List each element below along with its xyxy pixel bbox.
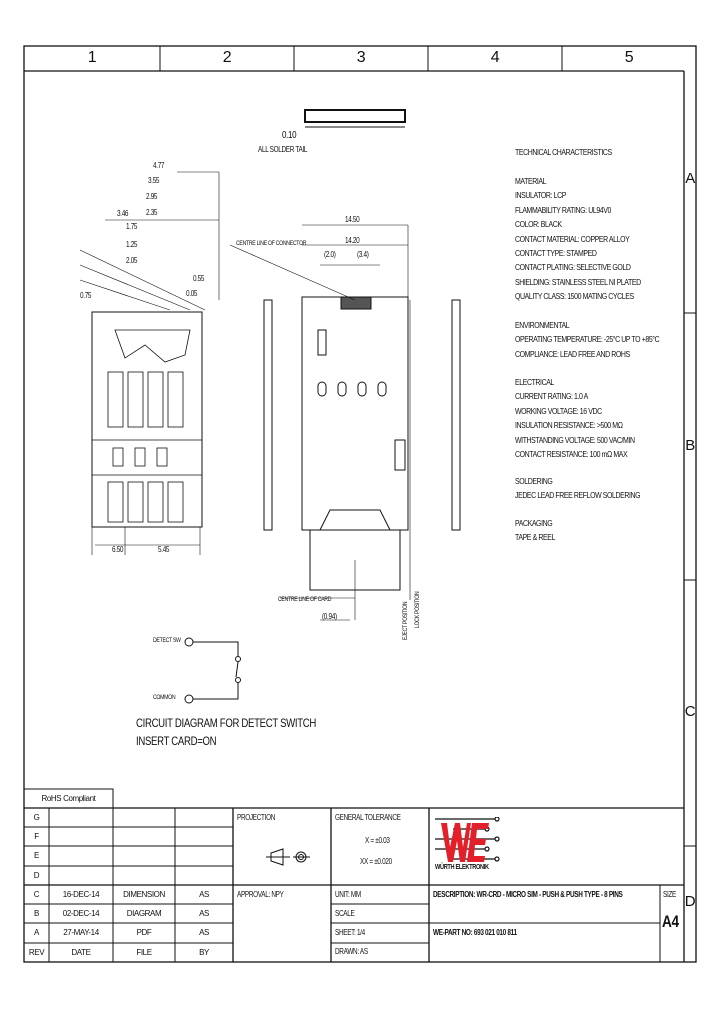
- sheet-label: SHEET: 1/4: [335, 928, 365, 937]
- dimension: 2.35: [146, 208, 158, 217]
- approval-label: APPROVAL: NPY: [237, 890, 284, 899]
- spec-line: CONTACT RESISTANCE: 100 mΩ MAX: [515, 449, 628, 460]
- spec-line: TAPE & REEL: [515, 532, 555, 543]
- column-label: 4: [490, 49, 500, 66]
- flatness-note: ALL SOLDER TAIL: [258, 145, 308, 154]
- specs-electrical: [515, 375, 635, 461]
- dimension: 3.55: [148, 176, 160, 185]
- unit-label: UNIT: MM: [335, 890, 361, 899]
- specs-soldering: [515, 474, 640, 503]
- specs-packaging: [515, 516, 555, 545]
- projection-label: PROJECTION: [237, 813, 276, 822]
- column-label: 1: [87, 49, 97, 66]
- circuit-subtitle: INSERT CARD=ON: [136, 734, 217, 748]
- dimension: (2.0): [324, 250, 336, 259]
- spec-line: COLOR: BLACK: [515, 219, 562, 230]
- row-label: B: [685, 437, 695, 454]
- row-label: A: [685, 170, 695, 187]
- size-value: A4: [662, 912, 679, 931]
- tolerance-x: X = ±0.03: [365, 836, 390, 845]
- common-label: COMMON: [153, 694, 176, 701]
- dimension: (3.4): [357, 250, 369, 259]
- logo-text: WÜRTH ELEKTRONIK: [435, 864, 489, 871]
- dimension: 2.05: [126, 256, 138, 265]
- flatness-label: 0.10: [282, 130, 297, 141]
- dimension: 5.45: [158, 545, 170, 554]
- specs-environmental: [515, 318, 659, 361]
- spec-line: QUALITY CLASS: 1500 MATING CYCLES: [515, 291, 634, 302]
- specs-heading: TECHNICAL CHARACTERISTICS: [515, 147, 612, 157]
- size-label: SIZE: [663, 890, 676, 899]
- spec-line: CURRENT RATING: 1.0 A: [515, 391, 588, 402]
- revision-rev: A: [34, 928, 39, 937]
- eject-position-label: EJECT POSITION: [402, 601, 409, 640]
- spec-line: FLAMMABILITY RATING: UL94V0: [515, 204, 611, 215]
- part-number: WE-PART NO: 693 021 010 811: [433, 928, 517, 937]
- spec-line: ELECTRICAL: [515, 377, 554, 387]
- revision-by: AS: [199, 909, 209, 918]
- circuit-title: CIRCUIT DIAGRAM FOR DETECT SWITCH: [136, 716, 317, 730]
- revision-date: 27-MAY-14: [63, 928, 99, 937]
- dimension: 14.50: [345, 215, 360, 224]
- dimension: 4.77: [153, 161, 165, 170]
- tolerance-xx: XX = ±0.020: [360, 857, 392, 866]
- revision-file: DIMENSION: [123, 890, 165, 899]
- revision-file: FILE: [136, 948, 152, 957]
- description: DESCRIPTION: WR-CRD - MICRO SIM - PUSH & PUSH TYPE - 8 PINS: [433, 890, 623, 899]
- lock-position-label: LOCK POSITION: [414, 591, 421, 628]
- column-label: 5: [624, 49, 634, 66]
- spec-line: OPERATING TEMPERATURE: -25°C UP TO +85°C: [515, 334, 660, 345]
- general-tolerance-label: GENERAL TOLERANCE: [335, 813, 401, 822]
- wurth-logo: [433, 817, 523, 877]
- dimension: 0.05: [186, 289, 198, 298]
- dimension: 6.50: [112, 545, 124, 554]
- spec-line: ENVIRONMENTAL: [515, 320, 570, 330]
- spec-line: INSULATION RESISTANCE: >500 MΩ: [515, 420, 623, 431]
- centre-line-connector-label: CENTRE LINE OF CONNECTOR: [236, 240, 307, 247]
- revision-rev: E: [34, 851, 39, 860]
- revision-date: DATE: [71, 948, 91, 957]
- spec-line: CONTACT MATERIAL: COPPER ALLOY: [515, 233, 630, 244]
- revision-by: AS: [199, 890, 209, 899]
- dimension: (0.94): [322, 612, 337, 621]
- spec-line: JEDEC LEAD FREE REFLOW SOLDERING: [515, 490, 641, 501]
- dimension: 0.75: [80, 291, 92, 300]
- row-label: C: [684, 703, 696, 720]
- spec-line: INSULATOR: LCP: [515, 190, 566, 201]
- column-label: 3: [356, 49, 366, 66]
- spec-line: WORKING VOLTAGE: 16 VDC: [515, 405, 602, 416]
- column-label: 2: [222, 49, 232, 66]
- revision-rev: C: [33, 890, 40, 899]
- spec-line: SHIELDING: STAINLESS STEEL NI PLATED: [515, 276, 641, 287]
- dimension: 1.25: [126, 240, 138, 249]
- specs-material: [515, 174, 641, 304]
- revision-rev: D: [33, 871, 40, 880]
- scale-label: SCALE: [335, 909, 355, 918]
- revision-by: AS: [199, 928, 209, 937]
- dimension: 3.46: [117, 209, 129, 218]
- spec-line: CONTACT PLATING: SELECTIVE GOLD: [515, 262, 631, 273]
- revision-file: DIAGRAM: [126, 909, 162, 918]
- dimension: 14.20: [345, 236, 360, 245]
- spec-line: WITHSTANDING VOLTAGE: 500 VAC/MIN: [515, 434, 635, 445]
- revision-date: 02-DEC-14: [62, 909, 100, 918]
- row-label: D: [684, 893, 696, 910]
- spec-line: SOLDERING: [515, 476, 553, 486]
- centre-line-card-label: CENTRE LINE OF CARD: [278, 596, 332, 603]
- spec-line: PACKAGING: [515, 518, 553, 528]
- revision-rev: G: [33, 813, 40, 822]
- revision-rev: F: [34, 832, 39, 841]
- revision-file: PDF: [136, 928, 152, 937]
- spec-line: CONTACT TYPE: STAMPED: [515, 248, 597, 259]
- spec-line: MATERIAL: [515, 176, 547, 186]
- dimension: 2.95: [146, 192, 158, 201]
- rohs-label: RoHS Compliant: [41, 794, 96, 803]
- dimension: 0.55: [193, 274, 205, 283]
- revision-rev: B: [34, 909, 39, 918]
- drawn-label: DRAWN: AS: [335, 947, 368, 956]
- spec-line: COMPLIANCE: LEAD FREE AND ROHS: [515, 348, 630, 359]
- revision-date: 16-DEC-14: [62, 890, 100, 899]
- detect-switch-label: DETECT SW: [153, 637, 181, 644]
- revision-rev: REV: [28, 948, 45, 957]
- dimension: 1.75: [126, 222, 138, 231]
- revision-by: BY: [199, 948, 209, 957]
